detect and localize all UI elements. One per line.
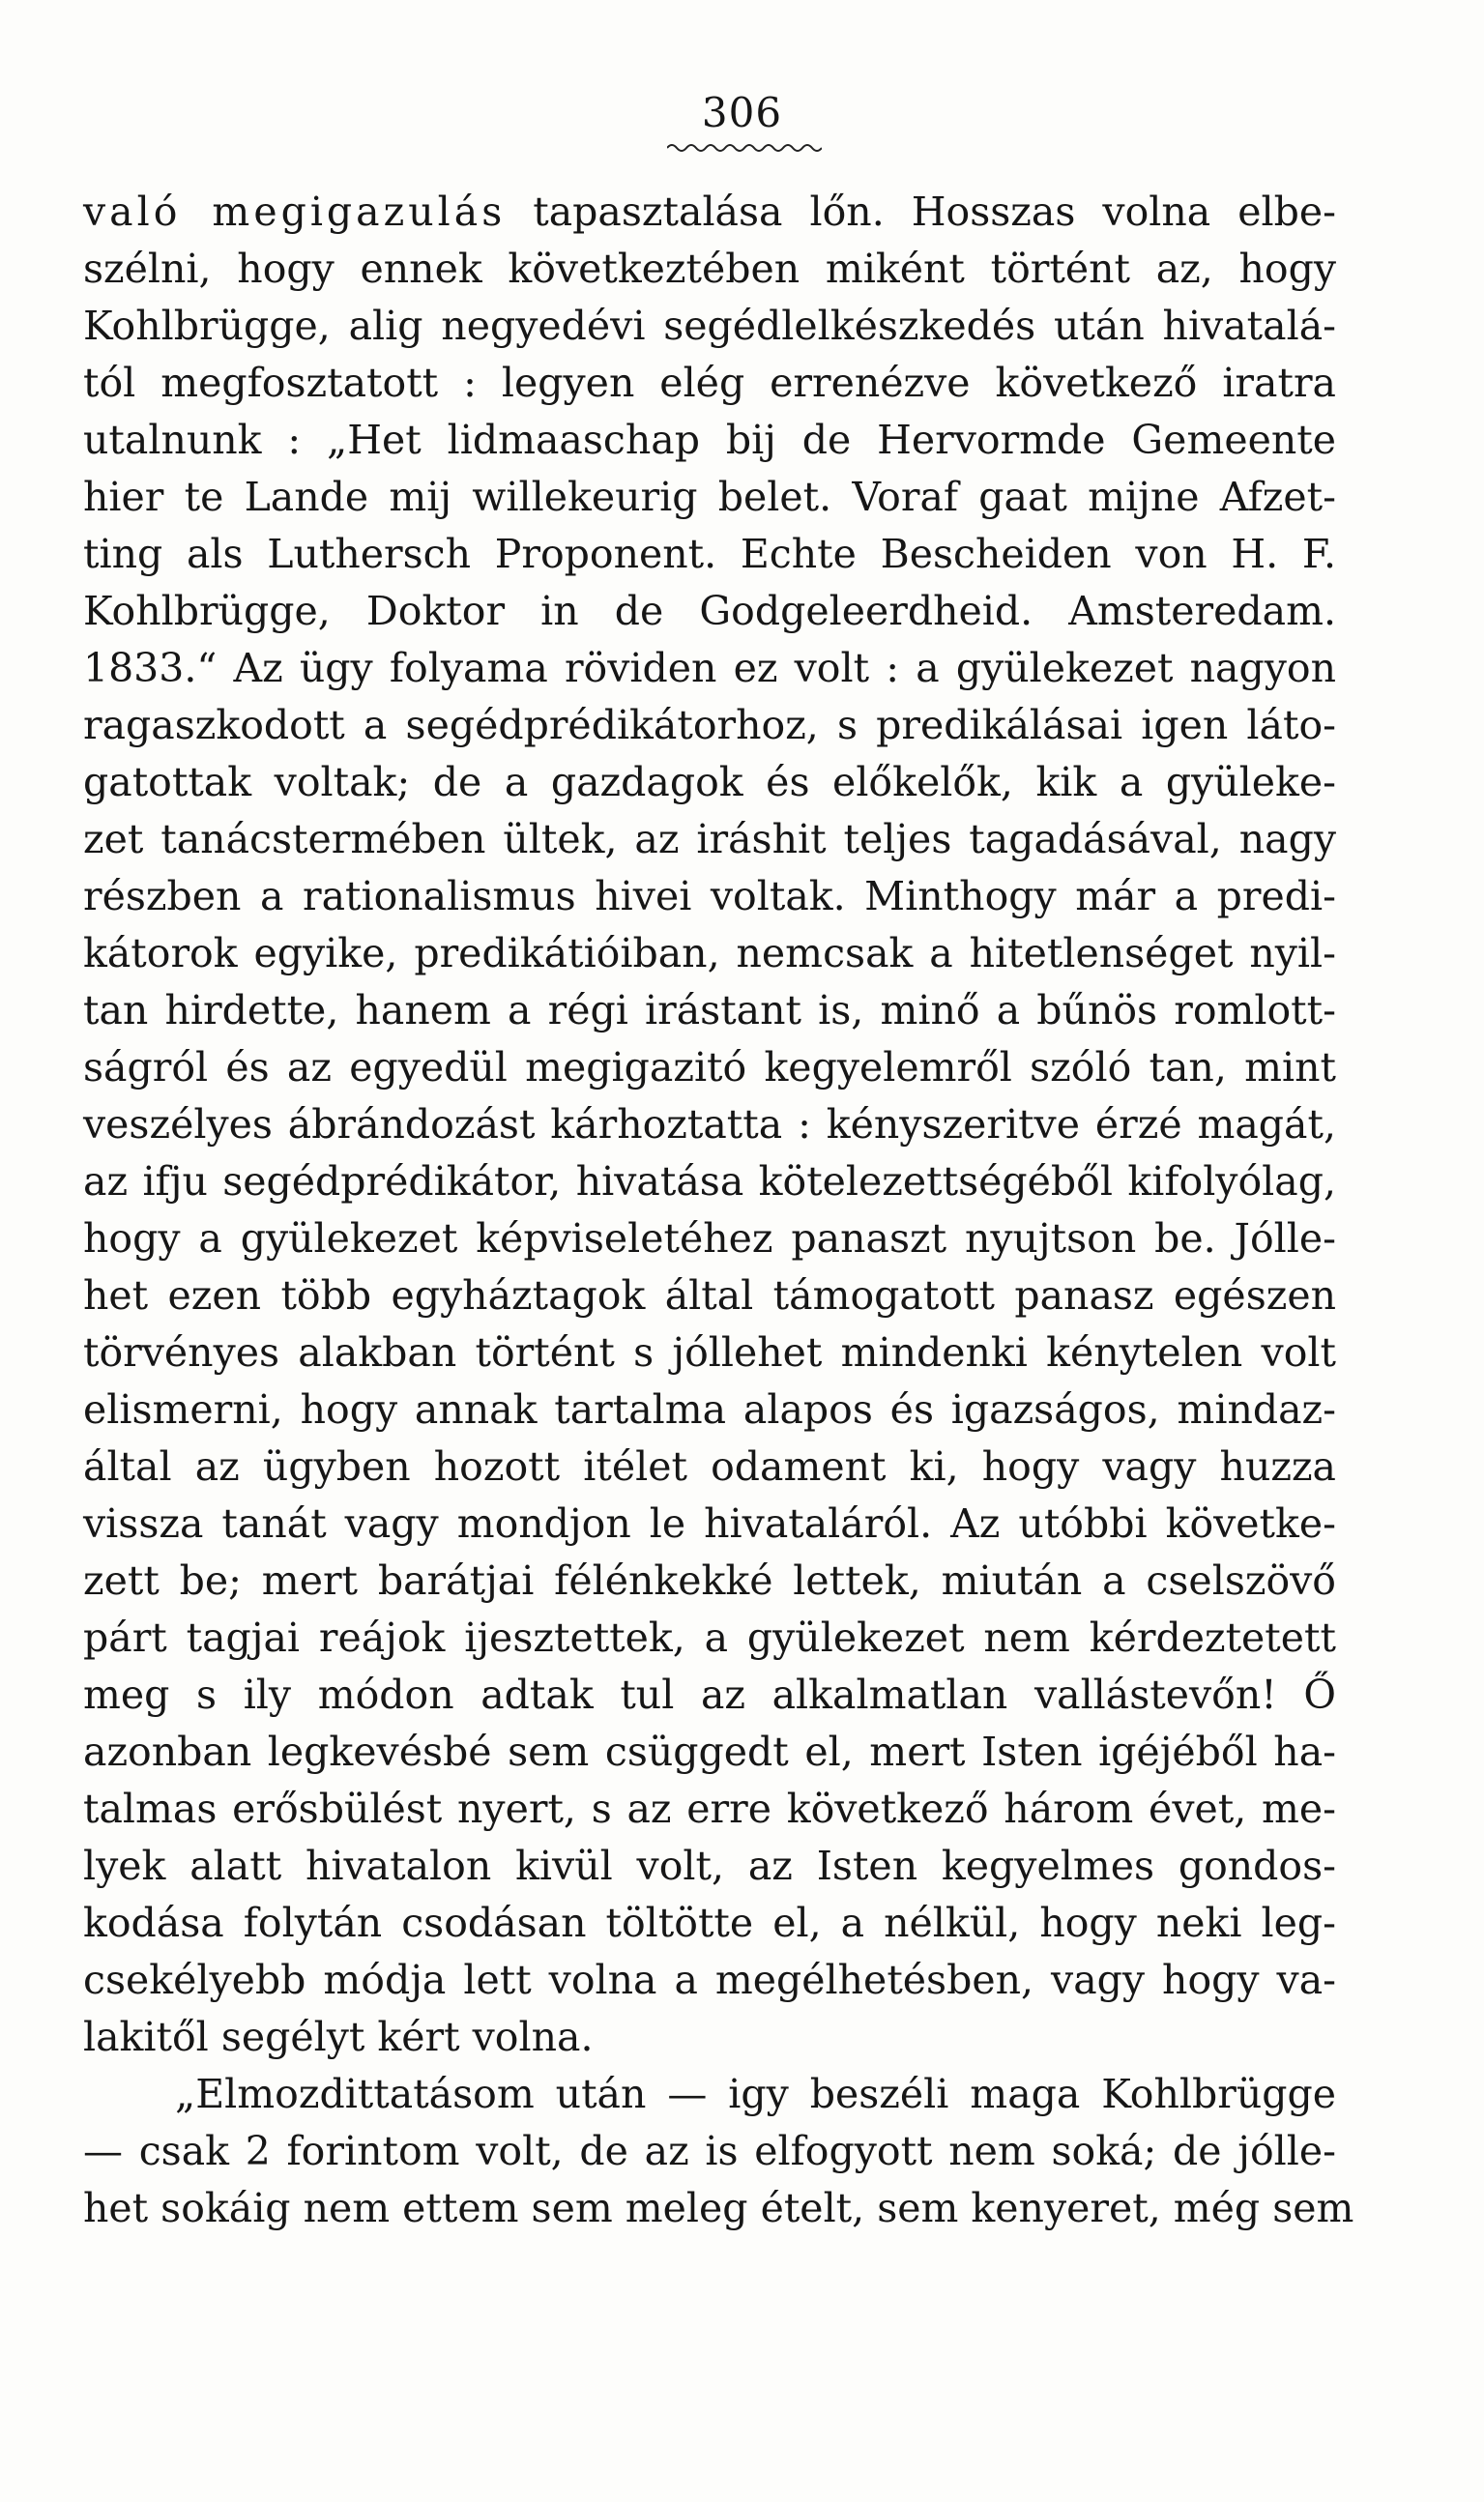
text-line: hier te Lande mij willekeurig belet. Voraf gaat mijne Afzet- — [83, 474, 1336, 520]
text-line: törvényes alakban történt s jóllehet mindenki kénytelen volt — [83, 1329, 1336, 1376]
text-line: Kohlbrügge, alig negyedévi segédlelkészkedés után hivatalá- — [83, 303, 1336, 349]
text-line: talmas erősbülést nyert, s az erre következő három évet, me- — [83, 1786, 1336, 1832]
text-line: ságról és az egyedül megigazitó kegyelemről szóló tan, mint — [83, 1044, 1336, 1091]
text-line: elismerni, hogy annak tartalma alapos és igazságos, mindaz- — [83, 1386, 1336, 1433]
text-line: csekélyebb módja lett volna a megélhetésben, vagy hogy va- — [83, 1957, 1336, 2003]
paragraph-start-line: „Elmozdittatásom után — igy beszéli maga Kohlbrügge — [175, 2071, 1336, 2117]
text-line: Kohlbrügge, Doktor in de Godgeleerdheid. Amsteredam. — [83, 588, 1336, 634]
text-line: tan hirdette, hanem a régi irástant is, minő a bűnös romlott- — [83, 987, 1336, 1033]
text-line: párt tagjai reájok ijesztettek, a gyülekezet nem kérdeztetett — [83, 1615, 1336, 1661]
text-line: lyek alatt hivatalon kivül volt, az Isten kegyelmes gondos- — [83, 1843, 1336, 1889]
wavy-underline-ornament — [667, 141, 822, 155]
text-line: hogy a gyülekezet képviseletéhez panaszt nyujtson be. Jólle- — [83, 1215, 1336, 1262]
text-line: ragaszkodott a segédprédikátorhoz, s predikálásai igen láto- — [83, 702, 1336, 748]
text-line: az ifju segédprédikátor, hivatása kötelezettségéből kifolyólag, — [83, 1158, 1336, 1205]
text-line: zett be; mert barátjai félénkekké lettek, miután a cselszövő — [83, 1557, 1336, 1604]
text-line: het sokáig nem ettem sem meleg ételt, sem kenyeret, még sem — [83, 2185, 1354, 2231]
text-line: kodása folytán csodásan töltötte el, a nélkül, hogy neki leg- — [83, 1900, 1336, 1946]
paragraph-end-line: lakitől segélyt kért volna. — [83, 2014, 594, 2060]
text-line: zet tanácstermében ültek, az iráshit teljes tagadásával, nagy — [83, 816, 1336, 862]
text-line: gatottak voltak; de a gazdagok és előkelők, kik a gyüleke- — [83, 759, 1336, 805]
text-line: utalnunk : „Het lidmaaschap bij de Hervormde Gemeente — [83, 417, 1336, 463]
body-text — [83, 184, 1354, 2237]
text-line: kátorok egyike, predikátióiban, nemcsak a hitetlenséget nyil- — [83, 930, 1336, 976]
text-line: meg s ily módon adtak tul az alkalmatlan vallástevőn! Ő — [83, 1672, 1336, 1718]
text-line: azonban legkevésbé sem csüggedt el, mert Isten igéjéből ha- — [83, 1729, 1336, 1775]
spaced-emphasis: való megigazulás — [83, 189, 507, 235]
text-line: való megigazulás tapasztalása lőn. Hosszas volna elbe- — [83, 189, 1336, 235]
text-line: részben a rationalismus hivei voltak. Minthogy már a predi- — [83, 873, 1336, 919]
text-line: 1833.“ Az ügy folyama röviden ez volt : a gyülekezet nagyon — [83, 645, 1336, 691]
text-line: által az ügyben hozott itélet odament ki, hogy vagy huzza — [83, 1443, 1336, 1490]
text-line: het ezen több egyháztagok által támogatott panasz egészen — [83, 1272, 1336, 1319]
text-line: ting als Luthersch Proponent. Echte Bescheiden von H. F. — [83, 531, 1336, 577]
page-number: 306 — [701, 89, 783, 136]
text-line: tól megfosztatott : legyen elég errenézve következő iratra — [83, 360, 1336, 406]
text-line: veszélyes ábrándozást kárhoztatta : kényszeritve érzé magát, — [83, 1101, 1336, 1148]
text-line: — csak 2 forintom volt, de az is elfogyott nem soká; de jólle- — [83, 2128, 1336, 2174]
text-line: vissza tanát vagy mondjon le hivataláról. Az utóbbi követke- — [83, 1500, 1336, 1547]
text-line: szélni, hogy ennek következtében miként történt az, hogy — [83, 246, 1336, 292]
